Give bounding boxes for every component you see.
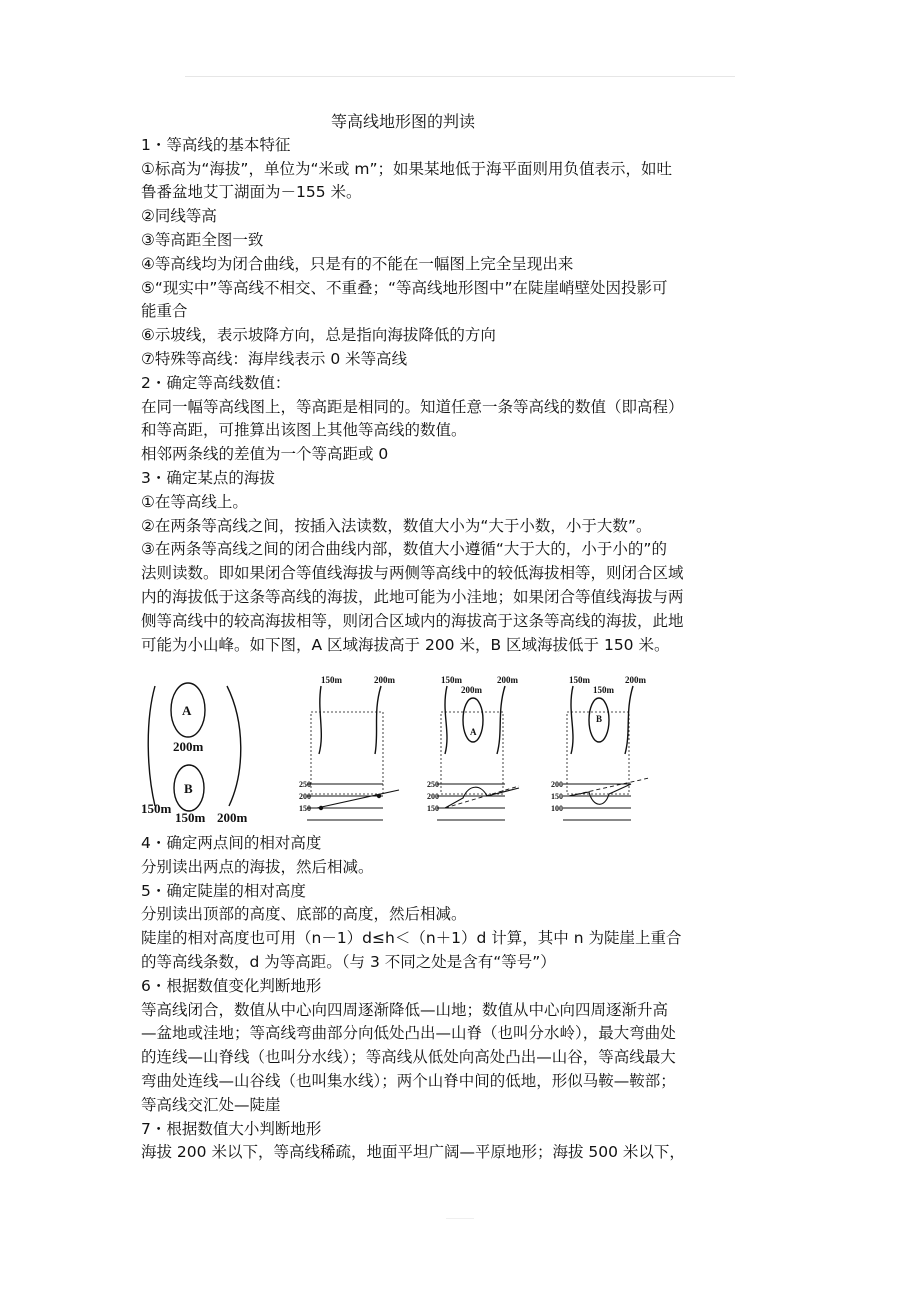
paragraph: 分别读出两点的海拔，然后相减。 — [141, 857, 374, 876]
p3-tick-100: 100 — [551, 804, 563, 813]
header-rule — [185, 76, 735, 77]
section-heading: 5・确定陡崖的相对高度 — [141, 881, 306, 900]
paragraph: 鲁番盆地艾丁湖面为－155 米。 — [141, 183, 362, 202]
paragraph: ②在两条等高线之间，按插入法读数，数值大小为“大于小数，小于大数”。 — [141, 516, 652, 535]
paragraph: ②同线等高 — [141, 207, 217, 226]
p2-label-a: A — [470, 727, 477, 737]
paragraph: 内的海拔低于这条等高线的海拔，此地可能为小洼地；如果闭合等值线海拔与两 — [141, 587, 684, 606]
p2-contour-200 — [497, 686, 505, 754]
p3-label-b: B — [596, 714, 603, 724]
paragraph: ①标高为“海拔”，单位为“米或 m”；如果某地低于海平面则用负值表示，如吐 — [141, 159, 673, 178]
p2-profile-curve — [445, 787, 519, 808]
paragraph: 的连线—山脊线（也叫分水线）；等高线从低处向高处凸出—山谷，等高线最大 — [141, 1048, 676, 1067]
paragraph: 侧等高线中的较高海拔相等，则闭合区域内的海拔高于这条等高线的海拔，此地 — [141, 611, 684, 630]
p3-tick-200: 200 — [551, 780, 563, 789]
section-heading: 2・确定等高线数值： — [141, 373, 291, 392]
section-heading: 6・根据数值变化判断地形 — [141, 976, 322, 995]
page-title: 等高线地形图的判读 — [331, 112, 476, 131]
paragraph: ⑤“现实中”等高线不相交、不重叠；“等高线地形图中”在陡崖峭壁处因投影可 — [141, 278, 668, 297]
p1-projection-box — [311, 712, 383, 794]
section-heading: 4・确定两点间的相对高度 — [141, 834, 322, 852]
p3-label-200m: 200m — [625, 675, 646, 685]
paragraph: 和等高距，可推算出该图上其他等高线的数值。 — [141, 421, 467, 440]
p2-tick-150: 150 — [427, 804, 439, 813]
paragraph: ④等高线均为闭合曲线，只是有的不能在一幅图上完全呈现出来 — [141, 254, 574, 273]
label-200m-bottom: 200m — [217, 810, 248, 825]
p1-contour-150 — [319, 686, 321, 754]
label-150m-left: 150m — [141, 801, 172, 816]
p1-contour-200 — [375, 686, 381, 754]
paragraph: ③等高距全图一致 — [141, 230, 264, 249]
contour-line-150m — [148, 686, 155, 806]
paragraph: 法则读数。即如果闭合等值线海拔与两侧等高线中的较低海拔相等，则闭合区域 — [141, 564, 684, 583]
footer-mark — [446, 1218, 474, 1219]
p2-label-200m-top: 200m — [461, 685, 482, 695]
label-a: A — [182, 703, 192, 718]
paragraph: 在同一幅等高线图上，等高距是相同的。知道任意一条等高线的数值（即高程） — [141, 397, 684, 416]
p1-tick-200: 200 — [299, 792, 311, 801]
p3-label-150m: 150m — [569, 675, 590, 685]
p1-tick-150: 150 — [299, 804, 311, 813]
paragraph: ⑥示坡线，表示坡降方向，总是指向海拔降低的方向 — [141, 326, 496, 345]
paragraph: —盆地或洼地；等高线弯曲部分向低处凸出—山脊（也叫分水岭），最大弯曲处 — [141, 1024, 676, 1043]
p1-tick-250: 250 — [299, 780, 311, 789]
p1-label-200m: 200m — [374, 675, 395, 685]
p1-point — [320, 807, 323, 810]
paragraph: 可能为小山峰。如下图，A 区域海拔高于 200 米，B 区域海拔低于 150 米。 — [141, 635, 670, 654]
paragraph: 等高线交汇处—陡崖 — [141, 1095, 281, 1114]
paragraph: 等高线闭合，数值从中心向四周逐渐降低—山地；数值从中心向四周逐渐升高 — [141, 1000, 669, 1019]
section-heading: 3・确定某点的海拔 — [141, 468, 275, 487]
p3-label-150m-mid: 150m — [593, 685, 614, 695]
section-heading: 1・等高线的基本特征 — [141, 135, 291, 154]
paragraph: 能重合 — [141, 302, 188, 321]
p2-tick-200: 200 — [427, 792, 439, 801]
p2-tick-250: 250 — [427, 780, 439, 789]
p2-contour-150 — [445, 686, 447, 754]
paragraph: 相邻两条线的差值为一个等高距或 0 — [141, 445, 389, 464]
p3-contour-150 — [571, 686, 573, 754]
paragraph: 海拔 200 米以下，等高线稀疏，地面平坦广阔—平原地形；海拔 500 米以下， — [141, 1143, 685, 1162]
contour-diagram — [141, 672, 661, 828]
label-200m: 200m — [173, 739, 204, 754]
p2-label-200m: 200m — [497, 675, 518, 685]
section-heading: 7・根据数值大小判断地形 — [141, 1119, 322, 1138]
label-150m-bottom: 150m — [175, 810, 206, 825]
document-body-continued — [141, 832, 791, 1165]
paragraph: ⑦特殊等高线：海岸线表示 0 米等高线 — [141, 349, 408, 368]
p2-projection-box — [441, 712, 503, 794]
p1-point — [378, 795, 381, 798]
p1-label-150m: 150m — [321, 675, 342, 685]
contour-figure — [141, 672, 661, 828]
p3-tick-150: 150 — [551, 792, 563, 801]
paragraph: 弯曲处连线—山谷线（也叫集水线）；两个山脊中间的低地，形似马鞍—鞍部； — [141, 1071, 676, 1090]
document-body — [141, 110, 791, 657]
p2-label-150m: 150m — [441, 675, 462, 685]
p3-projection-box — [567, 712, 629, 794]
paragraph: 陡崖的相对高度也可用（n－1）d≤h＜（n＋1）d 计算，其中 n 为陡崖上重合 — [141, 929, 682, 948]
paragraph: ③在两条等高线之间的闭合曲线内部，数值大小遵循“大于大的，小于小的”的 — [141, 540, 667, 559]
paragraph: 分别读出顶部的高度、底部的高度，然后相减。 — [141, 905, 467, 924]
paragraph: 的等高线条数，d 为等高距。（与 3 不同之处是含有“等号”） — [141, 952, 556, 971]
label-b: B — [184, 781, 193, 796]
paragraph: ①在等高线上。 — [141, 492, 248, 511]
p1-profile-line — [317, 790, 399, 808]
contour-line-200m — [227, 686, 241, 806]
